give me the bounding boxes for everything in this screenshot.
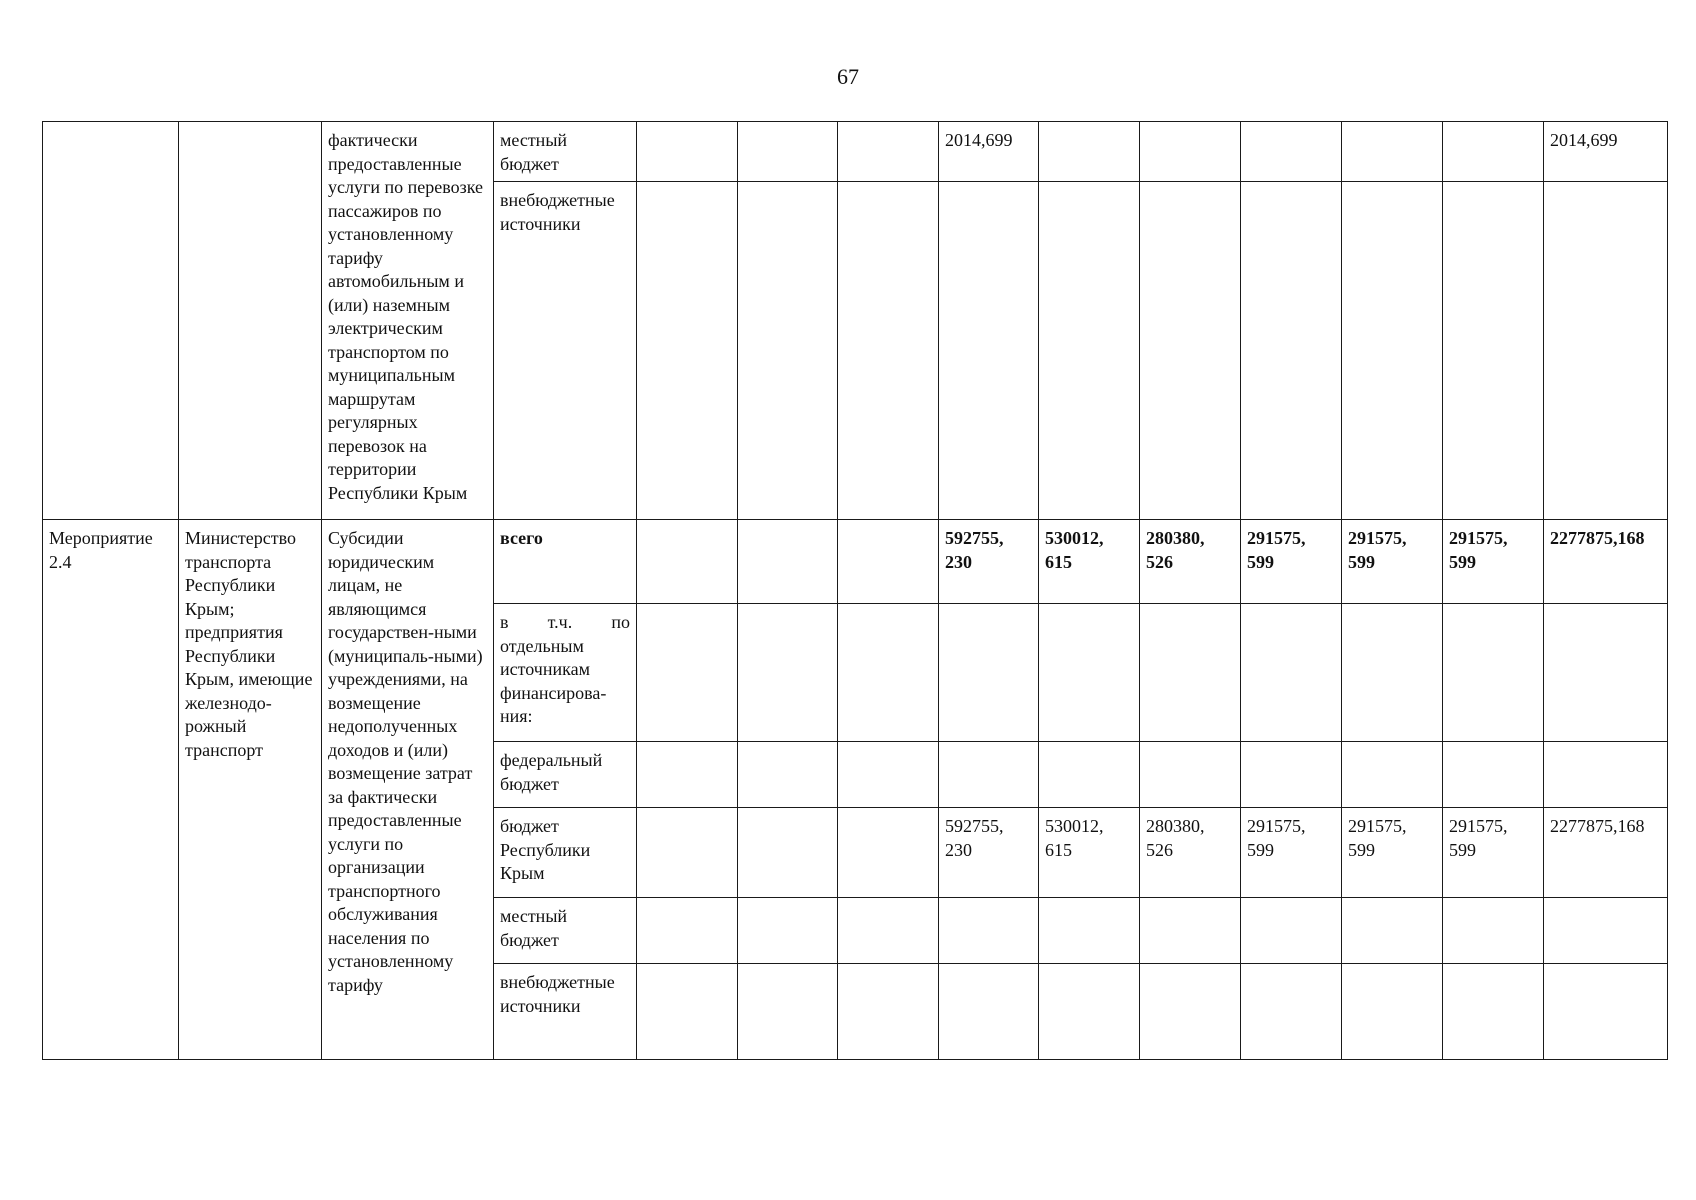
- value-cell: [838, 808, 939, 898]
- value-cell: 280380, 526: [1140, 808, 1241, 898]
- value-cell: [939, 604, 1039, 742]
- value-cell: [1443, 122, 1544, 182]
- value-cell: [1241, 964, 1342, 1060]
- value-cell: [939, 964, 1039, 1060]
- value-cell: [1342, 964, 1443, 1060]
- word: т.ч.: [547, 612, 573, 632]
- value-cell: [637, 964, 738, 1060]
- value-cell: [637, 742, 738, 808]
- total-cell: [1544, 604, 1668, 742]
- value-cell: [738, 182, 838, 520]
- value-cell: [1140, 898, 1241, 964]
- value-cell: 291575, 599: [1342, 520, 1443, 604]
- value-cell: 530012, 615: [1039, 520, 1140, 604]
- value-cell: [637, 808, 738, 898]
- executor-cell: [179, 122, 322, 520]
- value-cell: [738, 604, 838, 742]
- funding-source-cell: бюджет Республики Крым: [494, 808, 637, 898]
- value-cell: [1039, 898, 1140, 964]
- table-row: [43, 122, 1668, 182]
- funding-source-cell: всего: [494, 520, 637, 604]
- value-cell: 291575, 599: [1443, 808, 1544, 898]
- value-cell: [838, 520, 939, 604]
- value-cell: [838, 182, 939, 520]
- funding-source-cell: местный бюджет: [494, 898, 637, 964]
- value-cell: [1140, 964, 1241, 1060]
- value-cell: [1443, 742, 1544, 808]
- value-cell: [1342, 898, 1443, 964]
- page-number: 67: [837, 64, 859, 89]
- value-cell: [738, 898, 838, 964]
- total-cell: [1544, 898, 1668, 964]
- value-cell: [738, 122, 838, 182]
- justified-line: [500, 611, 630, 635]
- total-cell: [1544, 182, 1668, 520]
- value-cell: [838, 898, 939, 964]
- financing-table: [42, 121, 1668, 1060]
- value-cell: [738, 520, 838, 604]
- value-cell: [1140, 742, 1241, 808]
- value-cell: [1241, 122, 1342, 182]
- value-cell: [1039, 964, 1140, 1060]
- value-cell: [1342, 122, 1443, 182]
- value-cell: [1140, 604, 1241, 742]
- funding-source-text: отдельным источникам финансирова-ния:: [500, 635, 607, 726]
- value-cell: [738, 964, 838, 1060]
- value-cell: 280380, 526: [1140, 520, 1241, 604]
- value-cell: [637, 122, 738, 182]
- value-cell: 291575, 599: [1241, 520, 1342, 604]
- value-cell: [1140, 182, 1241, 520]
- value-cell: 2014,699: [939, 122, 1039, 182]
- value-cell: 530012, 615: [1039, 808, 1140, 898]
- value-cell: [1140, 122, 1241, 182]
- event-cell: Мероприятие 2.4: [43, 520, 179, 1060]
- value-cell: [1039, 742, 1140, 808]
- value-cell: [1241, 182, 1342, 520]
- word: в: [500, 612, 509, 632]
- total-cell: 2277875,168: [1544, 520, 1668, 604]
- funding-source-cell: местный бюджет: [494, 122, 637, 182]
- total-cell: 2277875,168: [1544, 808, 1668, 898]
- value-cell: [838, 122, 939, 182]
- value-cell: 592755, 230: [939, 808, 1039, 898]
- value-cell: [1039, 604, 1140, 742]
- value-cell: [838, 604, 939, 742]
- value-cell: [738, 808, 838, 898]
- value-cell: [1443, 604, 1544, 742]
- funding-source-cell: внебюджетные источники: [494, 964, 637, 1060]
- value-cell: [939, 742, 1039, 808]
- value-cell: [637, 520, 738, 604]
- value-cell: [1241, 604, 1342, 742]
- value-cell: [1443, 898, 1544, 964]
- value-cell: [1241, 742, 1342, 808]
- value-cell: [637, 182, 738, 520]
- description-cell: Субсидии юридическим лицам, не являющимся государствен-ными (муниципаль-ными) учреждениями, на возмещение недополученных доходов и (или) возмещение затрат за фактически предоставленные услуги по организации транспортного обслуживания населения по установленному тарифу: [322, 520, 494, 1060]
- value-cell: [738, 742, 838, 808]
- value-cell: [637, 898, 738, 964]
- executor-cell: Министерство транспорта Республики Крым; предприятия Республики Крым, имеющие железнодо-рожный транспорт: [179, 520, 322, 1060]
- funding-source-cell: [494, 604, 637, 742]
- value-cell: [1039, 182, 1140, 520]
- table-row: [43, 520, 1668, 604]
- description-cell: фактически предоставленные услуги по перевозке пассажиров по установленному тарифу автомобильным и (или) наземным электрическим транспортом по муниципальным маршрутам регулярных перевозок на территории Республики Крым: [322, 122, 494, 520]
- word: по: [611, 612, 630, 632]
- value-cell: 291575, 599: [1342, 808, 1443, 898]
- value-cell: [1443, 182, 1544, 520]
- funding-source-cell: федеральный бюджет: [494, 742, 637, 808]
- value-cell: [838, 964, 939, 1060]
- value-cell: [1241, 898, 1342, 964]
- total-cell: [1544, 964, 1668, 1060]
- value-cell: 291575, 599: [1443, 520, 1544, 604]
- value-cell: [637, 604, 738, 742]
- value-cell: [939, 182, 1039, 520]
- event-cell: [43, 122, 179, 520]
- value-cell: [1039, 122, 1140, 182]
- value-cell: [939, 898, 1039, 964]
- value-cell: 592755, 230: [939, 520, 1039, 604]
- value-cell: [1342, 742, 1443, 808]
- funding-source-cell: внебюджетные источники: [494, 182, 637, 520]
- value-cell: [838, 742, 939, 808]
- value-cell: [1342, 182, 1443, 520]
- total-cell: [1544, 742, 1668, 808]
- value-cell: [1342, 604, 1443, 742]
- total-cell: 2014,699: [1544, 122, 1668, 182]
- value-cell: [1443, 964, 1544, 1060]
- value-cell: 291575, 599: [1241, 808, 1342, 898]
